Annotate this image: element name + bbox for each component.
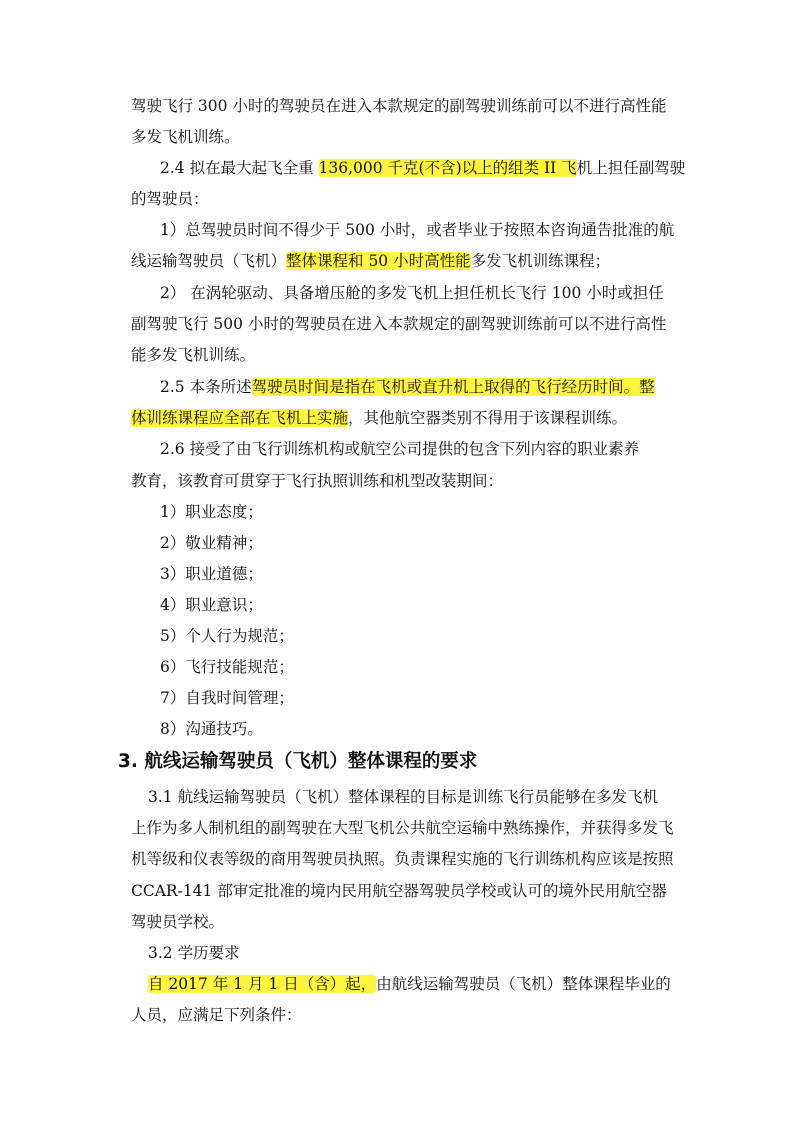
text: 多发飞机训练课程； [470, 252, 611, 270]
highlighted-text: 136,000 千克(不含)以上的组类 II 飞 [318, 159, 577, 177]
text: 由航线运输驾驶员（飞机）整体课程毕业的 [376, 975, 671, 993]
clause-3-2-title: 3.2 学历要求 [148, 944, 240, 962]
paragraph-line: 能多发飞机训练。 [131, 346, 256, 364]
clause-2-5-line [131, 407, 627, 429]
text: 2.5 本条所述 [160, 378, 252, 396]
list-item: 6）飞行技能规范； [160, 658, 294, 676]
clause-2-4-line [160, 157, 685, 179]
text: 2.4 拟在最大起飞全重 [160, 159, 319, 177]
list-item: 4）职业意识； [160, 596, 263, 614]
highlighted-text: 驾驶员时间是指在飞机或直升机上取得的飞行经历时间。整 [251, 378, 655, 396]
paragraph-line: 驾驶飞行 300 小时的驾驶员在进入本款规定的副驾驶训练前可以不进行高性能 [131, 97, 667, 115]
paragraph-line: 教育，该教育可贯穿于飞行执照训练和机型改装期间： [131, 472, 504, 490]
text: 线运输驾驶员（飞机） [131, 252, 287, 270]
paragraph-line: 3.1 航线运输驾驶员（飞机）整体课程的目标是训练飞行员能够在多发飞机 [148, 788, 659, 806]
highlighted-text: 整体课程和 50 小时高性能 [286, 252, 471, 270]
highlighted-text: 体训练课程应全部在飞机上实施 [131, 409, 349, 427]
clause-3-2-line [148, 973, 671, 995]
paragraph-line: 1）总驾驶员时间不得少于 500 小时，或者毕业于按照本咨询通告批准的航 [160, 221, 675, 239]
list-item: 7）自我时间管理； [160, 689, 294, 707]
paragraph-line: 副驾驶飞行 500 小时的驾驶员在进入本款规定的副驾驶训练前可以不进行高性 [131, 315, 667, 333]
paragraph-line: 2.6 接受了由飞行训练机构或航空公司提供的包含下列内容的职业素养 [160, 440, 640, 458]
paragraph-line: 上作为多人制机组的副驾驶在大型飞机公共航空运输中熟练操作，并获得多发飞 [131, 819, 674, 837]
text: ，其他航空器类别不得用于该课程训练。 [348, 409, 628, 427]
paragraph-line: 多发飞机训练。 [131, 128, 240, 146]
paragraph-line: 人员，应满足下列条件： [131, 1006, 302, 1024]
list-item: 2）敬业精神； [160, 534, 263, 552]
list-item: 3）职业道德； [160, 565, 263, 583]
list-item: 1）职业态度； [160, 503, 263, 521]
list-item: 8）沟通技巧。 [160, 720, 263, 738]
clause-2-5-line [160, 376, 655, 398]
section-3-heading: 3. 航线运输驾驶员（飞机）整体课程的要求 [118, 751, 478, 772]
highlighted-text: 自 2017 年 1 月 1 日（含）起， [148, 975, 377, 993]
paragraph-line: 机等级和仪表等级的商用驾驶员执照。负责课程实施的飞行训练机构应该是按照 [131, 850, 674, 868]
paragraph-line: CCAR-141 部审定批准的境内民用航空器驾驶员学校或认可的境外民用航空器 [131, 882, 667, 900]
text: 机上担任副驾驶 [576, 159, 686, 177]
list-item: 5）个人行为规范； [160, 627, 294, 645]
paragraph-line: 2） 在涡轮驱动、具备增压舱的多发飞机上担任机长飞行 100 小时或担任 [160, 284, 664, 302]
paragraph-line: 驾驶员学校。 [131, 913, 225, 931]
paragraph-line: 的驾驶员： [131, 190, 209, 208]
clause-2-4-1-line [131, 250, 610, 272]
